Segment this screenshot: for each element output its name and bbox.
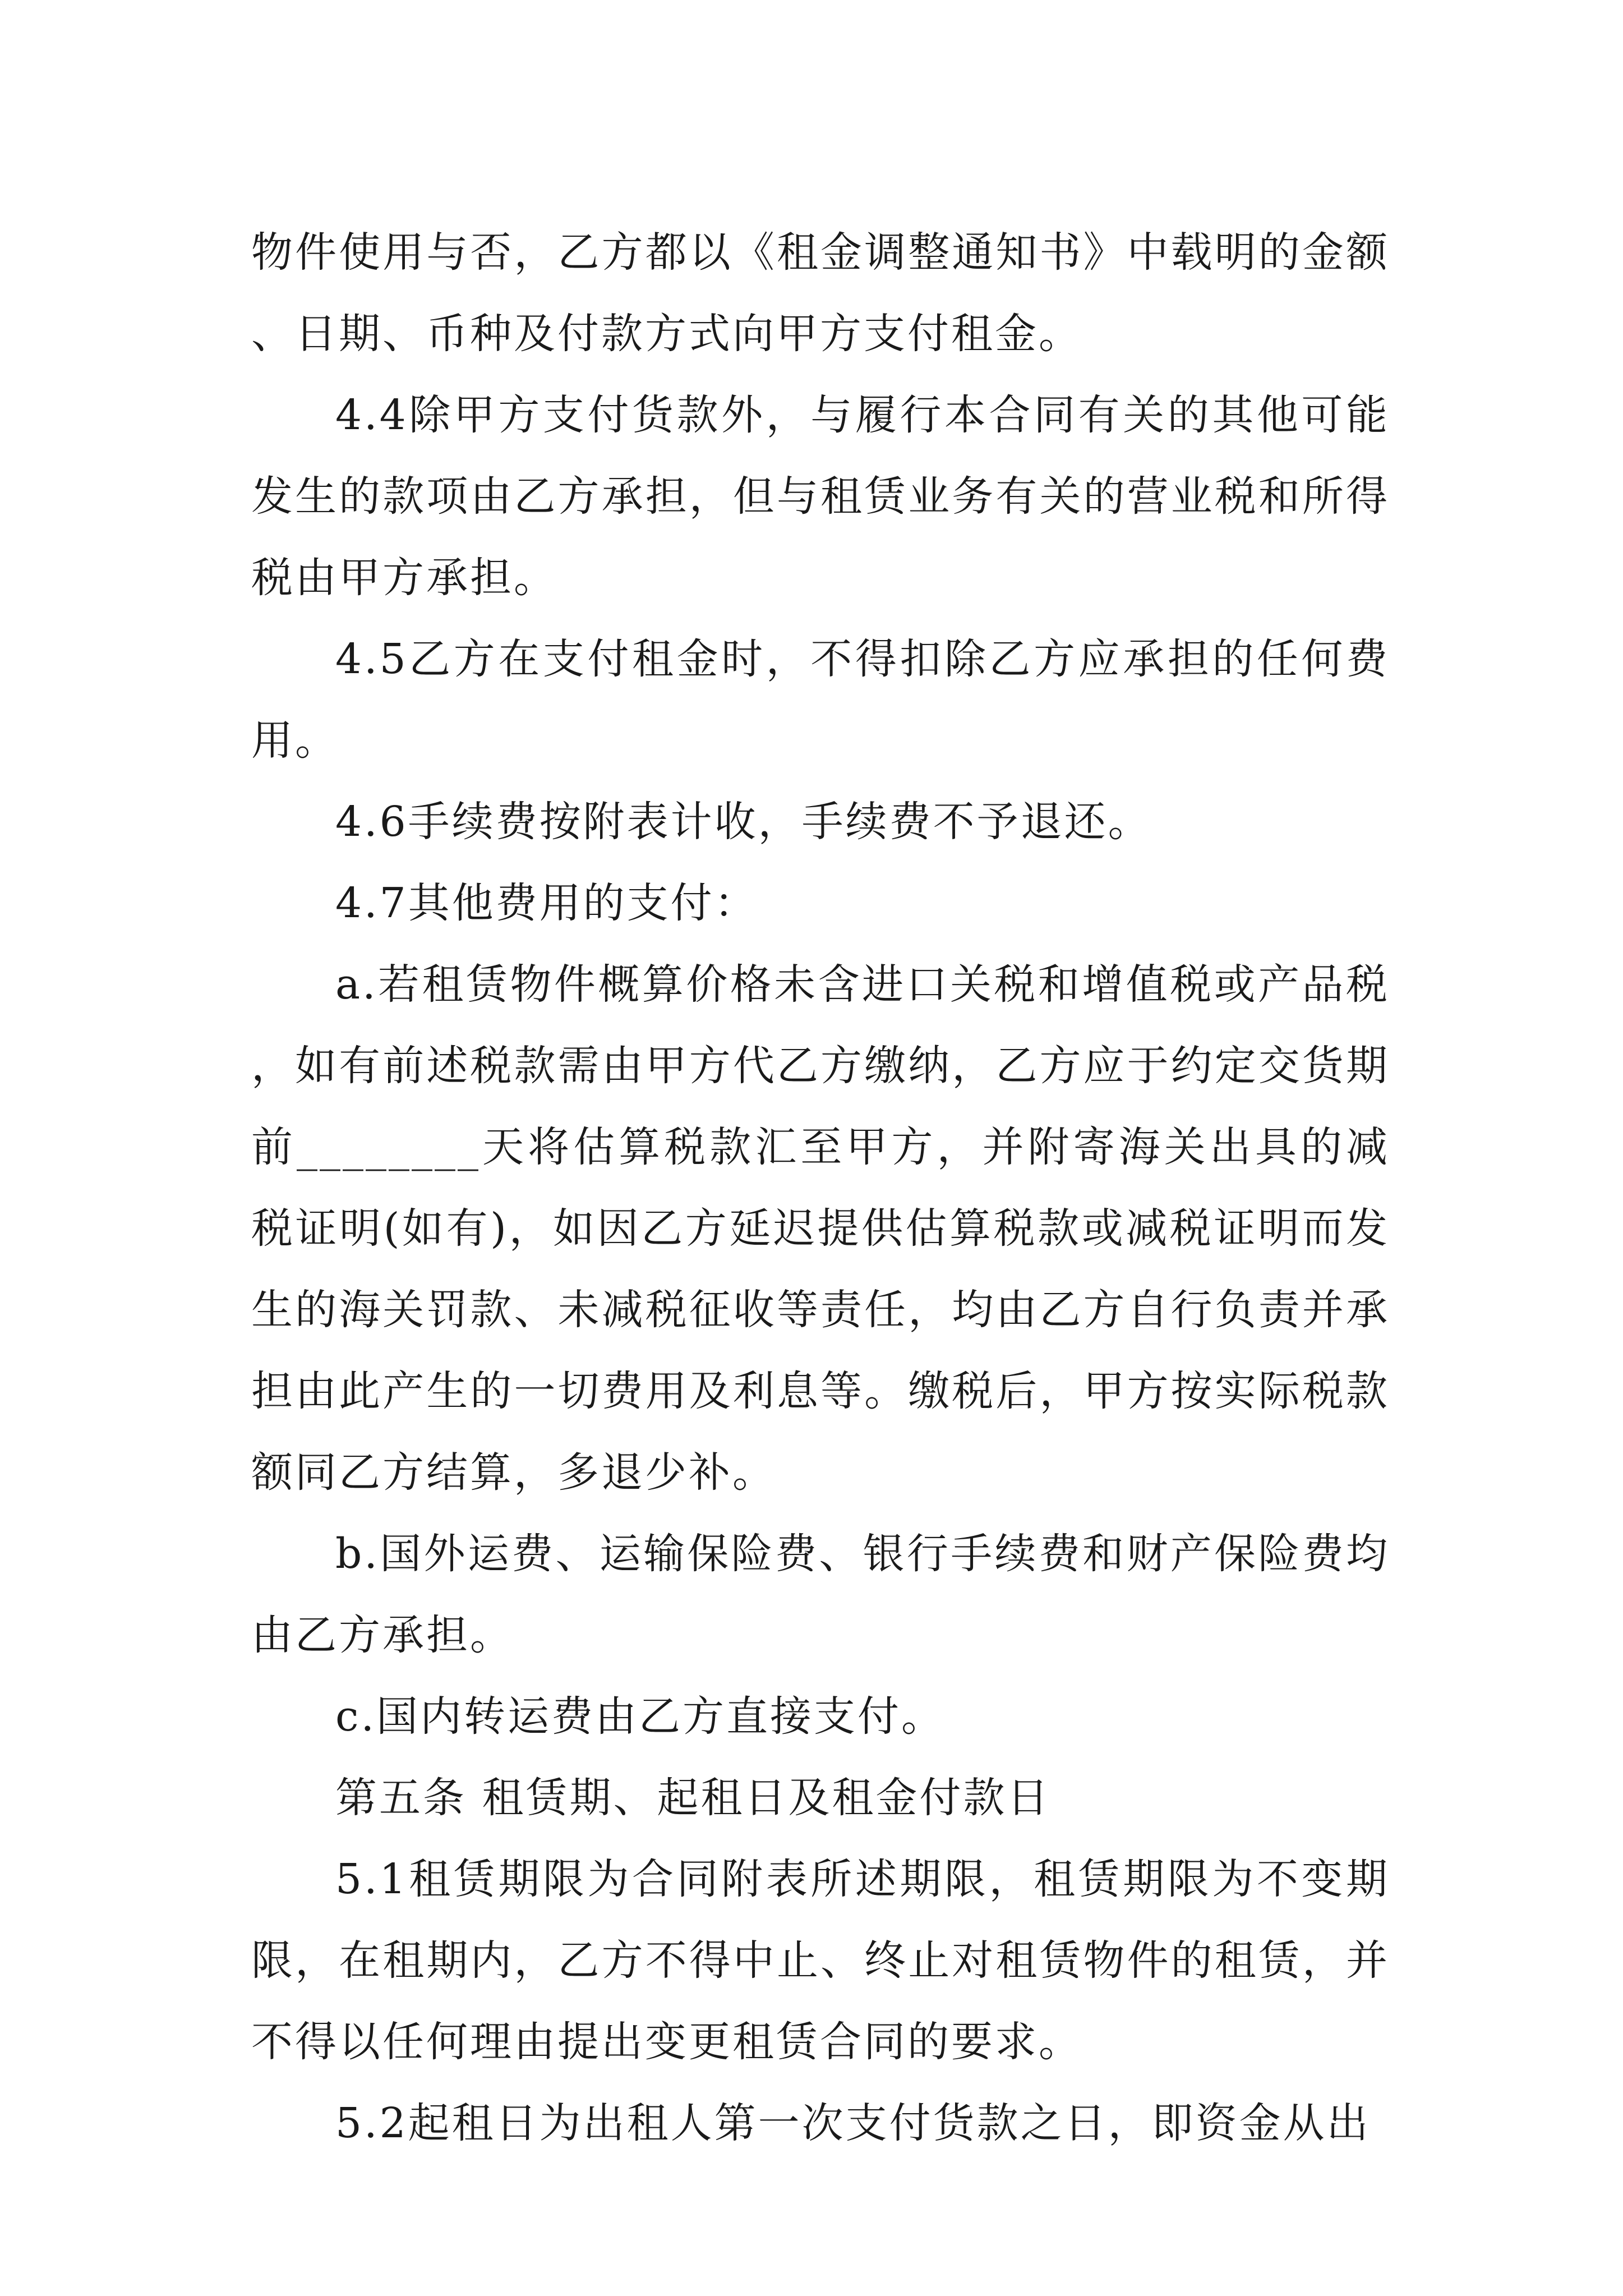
paragraph-4-4: 4.4除甲方支付货款外，与履行本合同有关的其他可能发生的款项由乙方承担，但与租赁业务有关的营业税和所得税由甲方承担。 bbox=[251, 391, 1390, 602]
paragraph-4-5: 4.5乙方在支付租金时，不得扣除乙方应承担的任何费用。 bbox=[251, 635, 1390, 765]
article-5-heading: 第五条 租赁期、起租日及租金付款日 bbox=[335, 1774, 1051, 1822]
paragraph-4-7-b: b.国外运费、运输保险费、银行手续费和财产保险费均由乙方承担。 bbox=[251, 1530, 1390, 1659]
paragraph-4-6: 4.6手续费按附表计收，手续费不予退还。 bbox=[335, 798, 1152, 846]
paragraph-5-2: 5.2起租日为出租人第一次支付货款之日，即资金从出 bbox=[335, 2099, 1371, 2147]
paragraph-4-7: 4.7其他费用的支付： bbox=[335, 879, 758, 927]
paragraph-5-1: 5.1租赁期限为合同附表所述期限，租赁期限为不变期限，在租期内，乙方不得中止、终止对租赁物件的租赁，并不得以任何理由提出变更租赁合同的要求。 bbox=[251, 1855, 1390, 2066]
paragraph-continuation: 物件使用与否，乙方都以《租金调整通知书》中载明的金额、日期、币种及付款方式向甲方支付租金。 bbox=[251, 228, 1390, 358]
paragraph-4-7-a: a.若租赁物件概算价格未含进口关税和增值税或产品税，如有前述税款需由甲方代乙方缴纳，乙方应于约定交货期前________天将估算税款汇至甲方，并附寄海关出具的减税证明(如有)，如因乙方延迟提供估算税款或减税证明而发生的海关罚款、未减税征收等责任，均由乙方自行负责并承担由此产生的一切费用及利息等。缴税后，甲方按实际税款额同乙方结算，多退少补。 bbox=[251, 960, 1390, 1497]
paragraph-4-7-c: c.国内转运费由乙方直接支付。 bbox=[335, 1692, 945, 1741]
document-body bbox=[251, 212, 1390, 2164]
